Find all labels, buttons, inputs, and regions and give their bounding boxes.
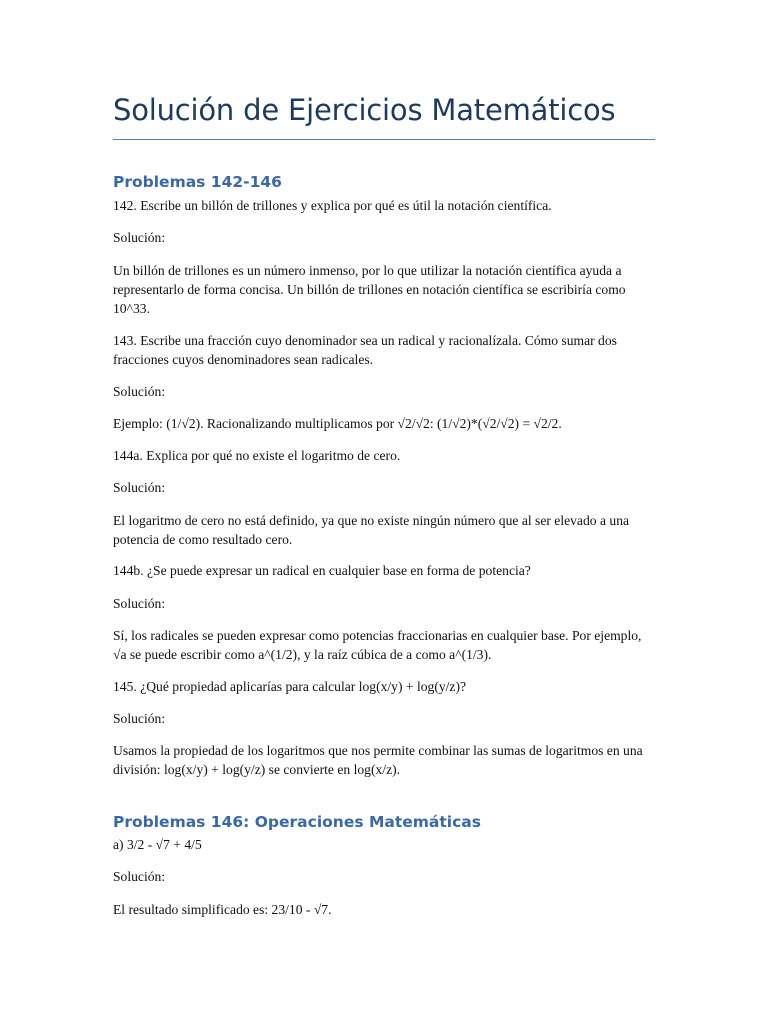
problem-146a: a) 3/2 - √7 + 4/5 bbox=[113, 837, 202, 852]
solution-text-145: Usamos la propiedad de los logaritmos que nos permite combinar las sumas de logaritmos en una división: log(x/y) + log(y/z) se convierte en log(x/z). bbox=[113, 743, 643, 777]
solution-label-144a: Solución: bbox=[113, 480, 166, 495]
page-title: Solución de Ejercicios Matemáticos bbox=[113, 93, 616, 127]
problem-144a: 144a. Explica por qué no existe el logaritmo de cero. bbox=[113, 448, 401, 463]
problem-145: 145. ¿Qué propiedad aplicarías para calcular log(x/y) + log(y/z)? bbox=[113, 679, 467, 694]
solution-text-144a: El logaritmo de cero no está definido, ya que no existe ningún número que al ser elevado a una potencia de como resultado cero. bbox=[113, 513, 630, 547]
section-heading-146: Problemas 146: Operaciones Matemáticas bbox=[113, 813, 481, 831]
title-divider bbox=[113, 139, 655, 140]
solution-label-146a: Solución: bbox=[113, 869, 166, 884]
solution-text-143: Ejemplo: (1/√2). Racionalizando multiplicamos por √2/√2: (1/√2)*(√2/√2) = √2/2. bbox=[113, 416, 562, 431]
solution-label-144b: Solución: bbox=[113, 596, 166, 611]
solution-label-145: Solución: bbox=[113, 711, 166, 726]
solution-text-144b: Sí, los radicales se pueden expresar como potencias fraccionarias en cualquier base. Por ejemplo, √a se puede escribir como a^(1/2), y la raíz cúbica de a como a^(1/3). bbox=[113, 628, 642, 662]
solution-text-142: Un billón de trillones es un número inmenso, por lo que utilizar la notación científica ayuda a representarlo de forma concisa. Un billón de trillones en notación científica se escribiría como 10^33. bbox=[113, 263, 626, 316]
problem-143: 143. Escribe una fracción cuyo denominador sea un radical y racionalízala. Cómo sumar dos fracciones cuyos denominadores sean radicales. bbox=[113, 333, 617, 367]
section-heading-142-146: Problemas 142-146 bbox=[113, 173, 282, 191]
solution-label-143: Solución: bbox=[113, 384, 166, 399]
problem-144b: 144b. ¿Se puede expresar un radical en cualquier base en forma de potencia? bbox=[113, 563, 531, 578]
problem-142: 142. Escribe un billón de trillones y explica por qué es útil la notación científica. bbox=[113, 198, 552, 213]
solution-label-142: Solución: bbox=[113, 230, 166, 245]
solution-text-146a: El resultado simplificado es: 23/10 - √7. bbox=[113, 902, 332, 917]
